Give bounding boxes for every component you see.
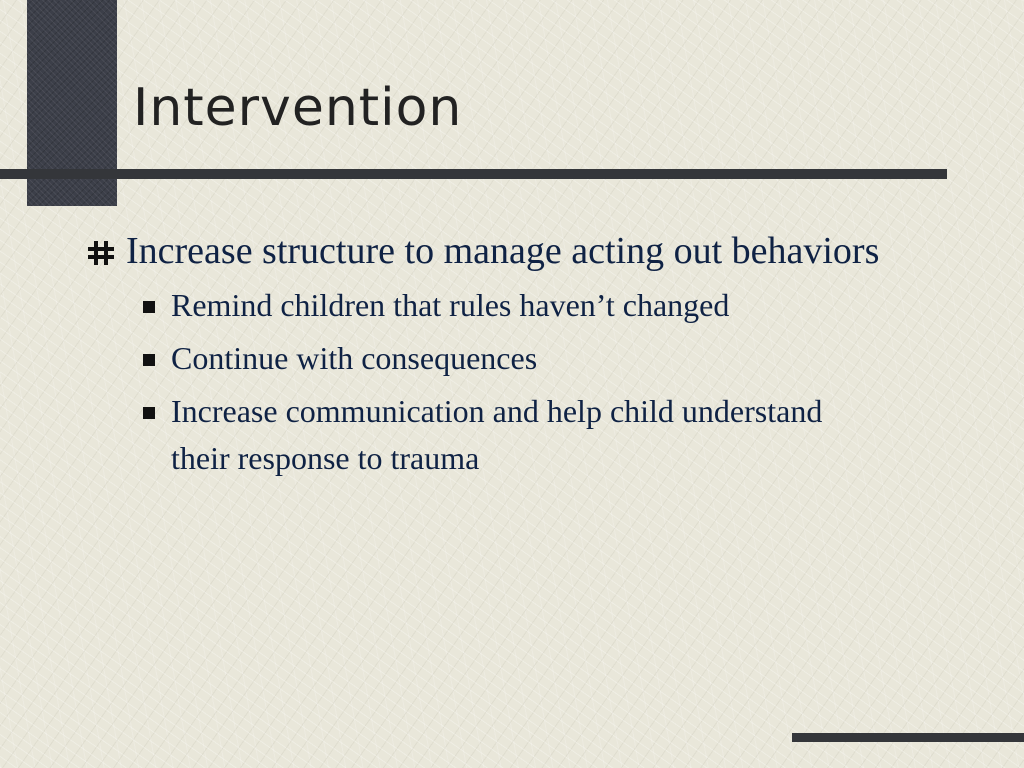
sub-bullet-item <box>143 335 888 382</box>
sub-bullet-item <box>143 388 888 482</box>
hash-bullet-icon <box>88 241 114 265</box>
title-underline-rule <box>0 169 947 179</box>
square-bullet-icon <box>143 301 155 313</box>
sub-bullet-item <box>143 282 888 329</box>
sub-bullet-text: Remind children that rules haven’t changed <box>171 287 730 323</box>
slide-body <box>88 224 888 488</box>
slide-title: Intervention <box>133 78 463 138</box>
bullet-item <box>88 224 888 278</box>
square-bullet-icon <box>143 354 155 366</box>
bullet-text: Increase structure to manage acting out behaviors <box>126 230 880 272</box>
sub-bullet-text: Increase communication and help child understand their response to trauma <box>171 393 823 476</box>
square-bullet-icon <box>143 407 155 419</box>
sub-bullet-text: Continue with consequences <box>171 340 538 376</box>
footer-rule <box>792 733 1024 742</box>
